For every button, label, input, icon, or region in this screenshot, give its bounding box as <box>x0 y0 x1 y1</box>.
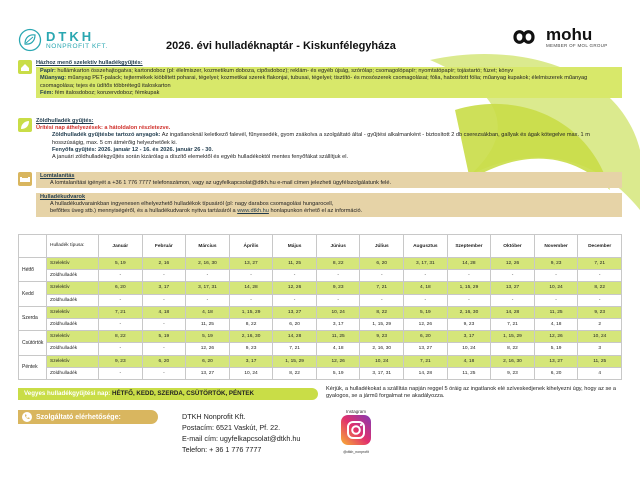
collection-dates-cell: 3, 17, 31 <box>360 367 404 379</box>
dtkh-leaf-icon <box>18 28 42 52</box>
weekday-cell: Csütörtök <box>19 331 47 355</box>
collection-dates-cell: 10, 24 <box>316 306 360 318</box>
waste-type-header: Hulladék típusa: <box>47 235 99 258</box>
waste-type-cell: Szelektív <box>47 282 99 294</box>
collection-dates-cell: 7, 21 <box>99 306 143 318</box>
collection-dates-cell: 9, 23 <box>360 331 404 343</box>
collection-dates-cell: 9, 23 <box>578 306 622 318</box>
mohu-infinity-icon <box>506 27 542 47</box>
collection-dates-cell: 5, 19 <box>99 258 143 270</box>
collection-dates-cell: 8, 22 <box>360 306 404 318</box>
collection-dates-cell: - <box>229 294 273 306</box>
mixed-collection-label: Vegyes hulladékgyűjtési nap: <box>24 390 113 397</box>
collection-dates-cell: 11, 25 <box>578 355 622 367</box>
mohu-logo <box>506 26 608 49</box>
collection-dates-cell: 10, 24 <box>229 367 273 379</box>
table-row <box>19 306 622 318</box>
metal-text: fém italosdoboz; konzervdoboz; fémkupak <box>54 89 160 96</box>
collection-dates-cell: 4, 18 <box>447 355 491 367</box>
collection-dates-cell: 3, 17 <box>229 355 273 367</box>
collection-dates-cell: 12, 26 <box>404 318 448 330</box>
collection-dates-cell: 14, 28 <box>447 258 491 270</box>
collection-dates-cell: - <box>404 294 448 306</box>
collection-dates-cell: 7, 21 <box>273 343 317 355</box>
bulky-text: A lomtalanítási igényét a +36 1 776 7777 telefonszámon, vagy az ugyfelkapcsolat@dtkh.hu e-mail címen jelezheti ügyfélszolgálatunk felé. <box>50 180 392 187</box>
waste-type-cell: Zöldhulladék <box>47 270 99 282</box>
yard-line-1: A hulladékudvarainkban ingyenesen elhelyezhető hulladékok típusáról (pl: nagy darabos csomagolási hungarocell, <box>50 201 334 208</box>
collection-dates-cell: - <box>491 294 535 306</box>
collection-dates-cell: 5, 19 <box>404 306 448 318</box>
dtkh-website-link[interactable]: www.dtkh.hu <box>237 208 269 215</box>
collection-dates-cell: 1, 15, 29 <box>360 318 404 330</box>
collection-dates-cell: 4, 18 <box>316 343 360 355</box>
metal-label: Fém: <box>40 89 54 96</box>
schedule-table <box>18 234 622 380</box>
instagram-icon[interactable] <box>341 415 371 445</box>
table-header-row <box>19 235 622 258</box>
collection-dates-cell: 5, 19 <box>186 331 230 343</box>
collection-dates-cell: 10, 24 <box>578 331 622 343</box>
collection-dates-cell: 9, 23 <box>534 258 578 270</box>
house-icon <box>18 60 32 74</box>
collection-dates-cell: - <box>142 294 186 306</box>
bulky-waste-section <box>18 172 622 188</box>
collection-dates-cell: - <box>142 367 186 379</box>
collection-dates-cell: 4 <box>578 367 622 379</box>
mohu-logo-sub: MEMBER OF MOL GROUP <box>546 43 608 48</box>
collection-dates-cell: 10, 24 <box>447 343 491 355</box>
collection-dates-cell: - <box>99 367 143 379</box>
green-waste-section <box>18 118 622 161</box>
collection-dates-cell: 5, 19 <box>142 331 186 343</box>
dtkh-logo <box>18 28 108 52</box>
collection-dates-cell: 7, 21 <box>491 318 535 330</box>
phone-number[interactable]: Telefon: + 36 1 776 7777 <box>182 445 262 454</box>
bulky-heading: Lomtalanítás <box>40 173 75 179</box>
collection-dates-cell: 3, 17 <box>316 318 360 330</box>
yard-heading: Hulladékudvarok <box>40 194 86 200</box>
collection-dates-cell: 11, 25 <box>316 331 360 343</box>
collection-dates-cell: 14, 28 <box>491 306 535 318</box>
dtkh-logo-name: DTKH <box>46 28 95 44</box>
weekday-cell: Péntek <box>19 355 47 379</box>
collection-dates-cell: - <box>273 270 317 282</box>
collection-dates-cell: 10, 24 <box>360 355 404 367</box>
collection-dates-cell: 13, 27 <box>186 367 230 379</box>
collection-dates-cell: 13, 27 <box>229 258 273 270</box>
green-items-text: Az ingatlanoknál keletkező falevél, fűnyesedék, gyom zsákolva a szolgáltató által - gyűjtési alkalmanként - biztosított 2 db cserezsákban, gallyak és ágak kötegelve max. 1 m hosszúságig, max. 5 cm átmérőig helyezhetőek ki. <box>52 132 590 146</box>
collection-dates-cell: - <box>534 270 578 282</box>
collection-dates-cell: 8, 22 <box>229 318 273 330</box>
month-header: Február <box>142 235 186 258</box>
weekday-cell: Szerda <box>19 306 47 330</box>
collection-dates-cell: - <box>360 294 404 306</box>
collection-dates-cell: 12, 26 <box>186 343 230 355</box>
collection-dates-cell: 9, 23 <box>316 282 360 294</box>
pine-collection-text: A januári zöldhulladékgyűjtés során kizárólag a díszítő elemektől és egyéb hulladékoktól mentes fenyőfákat szállítjuk el. <box>52 154 349 161</box>
collection-dates-cell: - <box>534 294 578 306</box>
collection-dates-cell: 5, 19 <box>316 367 360 379</box>
collection-dates-cell: 1, 15, 29 <box>491 331 535 343</box>
collection-dates-cell: - <box>360 270 404 282</box>
collection-dates-cell: 11, 25 <box>186 318 230 330</box>
collection-dates-cell: 6, 20 <box>273 318 317 330</box>
collection-dates-cell: - <box>447 294 491 306</box>
instagram-caption: Instagram <box>345 409 366 414</box>
collection-dates-cell: - <box>273 294 317 306</box>
leaf-icon <box>18 118 32 132</box>
collection-dates-cell: 13, 27 <box>273 306 317 318</box>
page-title: 2026. évi hulladéknaptár - Kiskunfélegyháza <box>166 40 396 52</box>
collection-dates-cell: 13, 27 <box>491 282 535 294</box>
collection-dates-cell: 11, 25 <box>534 306 578 318</box>
weekday-cell: Hétfő <box>19 258 47 282</box>
collection-dates-cell: 13, 27 <box>534 355 578 367</box>
month-header: November <box>534 235 578 258</box>
placement-note: Kérjük, a hulladékokat a szállítás napján reggel 5 óráig az ingatlanok elé szíveskedjenek kihelyezni úgy, hogy az se a gyalogos, se a jármű forgalmat ne akadályozza. <box>326 386 617 400</box>
month-header: December <box>578 235 622 258</box>
collection-dates-cell: 7, 21 <box>360 282 404 294</box>
collection-dates-cell: - <box>186 294 230 306</box>
collection-dates-cell: - <box>316 270 360 282</box>
month-header: Május <box>273 235 317 258</box>
collection-dates-cell: - <box>99 343 143 355</box>
table-row <box>19 270 622 282</box>
table-row <box>19 367 622 379</box>
month-header: Október <box>491 235 535 258</box>
collection-dates-cell: 13, 27 <box>404 343 448 355</box>
collection-dates-cell: 14, 28 <box>229 282 273 294</box>
collection-dates-cell: - <box>142 270 186 282</box>
mixed-collection-days: HÉTFŐ, KEDD, SZERDA, CSÜTÖRTÖK, PÉNTEK <box>112 390 255 397</box>
collection-dates-cell: 1, 15, 29 <box>447 282 491 294</box>
waste-type-cell: Zöldhulladék <box>47 318 99 330</box>
collection-dates-cell: 2, 16, 30 <box>360 343 404 355</box>
month-header: Július <box>360 235 404 258</box>
phone-icon <box>22 412 32 422</box>
collection-dates-cell: 8, 22 <box>491 343 535 355</box>
collection-dates-cell: 2 <box>578 318 622 330</box>
table-row <box>19 355 622 367</box>
collection-dates-cell: 11, 25 <box>273 258 317 270</box>
collection-dates-cell: 12, 26 <box>534 331 578 343</box>
waste-type-cell: Szelektív <box>47 258 99 270</box>
plastic-text: műanyag PET-palack; tejtermékek kiöblített poharai, tégelyei; kozmetikai szerek flakonjai, tubusai, tégelyei; tisztító- és mosószerek csomagolásai; fólia, habosított fólia; műanyag kupakok; élelmiszerek műanyag csomagolása; tejes és üdítős többrétegű italoskarton <box>40 75 588 89</box>
collection-dates-cell: 14, 28 <box>404 367 448 379</box>
yard-line-2-start: befőttes üveg stb.) mennyiségéről, és a hulladékudvarok nyitva tartásáról a <box>50 208 238 215</box>
mixed-collection-bar <box>18 388 318 400</box>
collection-dates-cell: 6, 20 <box>99 282 143 294</box>
green-heading: Zöldhulladék gyűjtés: <box>36 118 94 124</box>
month-header: Szeptember <box>447 235 491 258</box>
collection-dates-cell: - <box>99 318 143 330</box>
collection-dates-cell: 4, 18 <box>404 282 448 294</box>
collection-dates-cell: - <box>186 270 230 282</box>
month-header: Március <box>186 235 230 258</box>
collection-dates-cell: 6, 20 <box>186 355 230 367</box>
collection-dates-cell: 12, 26 <box>273 282 317 294</box>
table-row <box>19 343 622 355</box>
collection-dates-cell: 8, 22 <box>273 367 317 379</box>
collection-dates-cell: 3, 17, 31 <box>186 282 230 294</box>
collection-dates-cell: 2, 16, 30 <box>447 306 491 318</box>
green-items-label: Zöldhulladék gyűjtésbe tartozó anyagok: <box>52 132 161 139</box>
collection-dates-cell: 7, 21 <box>404 355 448 367</box>
collection-dates-cell: 14, 28 <box>273 331 317 343</box>
collection-dates-cell: - <box>142 318 186 330</box>
collection-dates-cell: 9, 23 <box>447 318 491 330</box>
contact-details <box>182 411 300 455</box>
collection-dates-cell: - <box>404 270 448 282</box>
table-body <box>19 258 622 380</box>
table-row <box>19 318 622 330</box>
collection-dates-cell: 2, 16, 30 <box>229 331 273 343</box>
collection-dates-cell: 10, 24 <box>534 282 578 294</box>
table-row <box>19 258 622 270</box>
collection-dates-cell: 1, 15, 29 <box>273 355 317 367</box>
waste-type-cell: Zöldhulladék <box>47 343 99 355</box>
collection-dates-cell: 4, 18 <box>142 306 186 318</box>
collection-dates-cell: - <box>99 270 143 282</box>
couch-icon <box>18 172 32 186</box>
waste-type-cell: Zöldhulladék <box>47 294 99 306</box>
weekday-cell: Kedd <box>19 282 47 306</box>
month-header: Január <box>99 235 143 258</box>
collection-dates-cell: 8, 22 <box>316 258 360 270</box>
collection-dates-cell: 11, 25 <box>447 367 491 379</box>
collection-dates-cell: 7, 21 <box>578 258 622 270</box>
collection-dates-cell: 12, 26 <box>316 355 360 367</box>
month-header: Április <box>229 235 273 258</box>
collection-dates-cell: - <box>316 294 360 306</box>
postal-address: Postacím: 6521 Vaskút, Pf. 22. <box>182 423 281 432</box>
collection-dates-cell: 9, 23 <box>99 355 143 367</box>
collection-dates-cell: - <box>578 270 622 282</box>
schedule-table-wrapper <box>18 234 622 380</box>
collection-dates-cell: 4, 18 <box>186 306 230 318</box>
company-name: DTKH Nonprofit Kft. <box>182 412 246 421</box>
household-section <box>18 60 622 98</box>
table-row <box>19 294 622 306</box>
month-header: Június <box>316 235 360 258</box>
household-heading: Házhoz menő szelektív hulladékgyűjtés: <box>36 60 143 66</box>
yard-line-2-end: honlapunkon érhető el az információ. <box>268 208 363 215</box>
table-corner-blank <box>19 235 47 258</box>
collection-dates-cell: 8, 22 <box>578 282 622 294</box>
contact-bar <box>18 410 158 424</box>
table-row <box>19 331 622 343</box>
collection-dates-cell: 2, 16 <box>142 258 186 270</box>
collection-dates-cell: 5, 19 <box>534 343 578 355</box>
pine-collection-label: Fenyőfa gyűjtés: 2026. január 12 - 16. és 2026. január 26 - 30. <box>52 146 214 153</box>
collection-dates-cell: 1, 15, 29 <box>229 306 273 318</box>
collection-dates-cell: 8, 22 <box>99 331 143 343</box>
waste-yard-section <box>18 193 622 217</box>
month-header: Augusztus <box>404 235 448 258</box>
collection-dates-cell: 9, 23 <box>491 367 535 379</box>
paper-text: hullámkarton összehajtogatva; kartondoboz (pl: élelmiszer, kozmetikum doboza, cipősdoboz); reklám- és egyéb újság, szórólap; csomagolópapír; nyomtatópapír; tojástartó; füzet; könyv <box>57 68 514 75</box>
table-row <box>19 282 622 294</box>
dtkh-logo-sub: NONPROFIT KFT. <box>46 42 108 50</box>
collection-dates-cell: 2, 16, 30 <box>491 355 535 367</box>
collection-dates-cell: - <box>142 343 186 355</box>
waste-type-cell: Szelektív <box>47 331 99 343</box>
collection-dates-cell: 6, 20 <box>142 355 186 367</box>
email-address[interactable]: E-mail cím: ugyfelkapcsolat@dtkh.hu <box>182 434 301 443</box>
instagram-block <box>338 409 374 454</box>
instagram-handle: @dtkh_nonprofit <box>343 450 369 454</box>
collection-dates-cell: 2, 16, 30 <box>186 258 230 270</box>
contact-label: Szolgáltató elérhetősége: <box>36 413 121 421</box>
waste-type-cell: Zöldhulladék <box>47 367 99 379</box>
collection-dates-cell: 6, 20 <box>360 258 404 270</box>
paper-label: Papír: <box>40 68 56 75</box>
mohu-logo-name: mohu <box>546 25 593 44</box>
collection-dates-cell: 3, 17, 31 <box>404 258 448 270</box>
collection-dates-cell: 6, 20 <box>404 331 448 343</box>
collection-dates-cell: 12, 26 <box>491 258 535 270</box>
collection-dates-cell: 3 <box>578 343 622 355</box>
collection-dates-cell: - <box>578 294 622 306</box>
collection-dates-cell: - <box>447 270 491 282</box>
plastic-label: Műanyag: <box>40 75 67 82</box>
collection-dates-cell: 3, 17 <box>142 282 186 294</box>
collection-dates-cell: 9, 23 <box>229 343 273 355</box>
collection-dates-cell: - <box>229 270 273 282</box>
household-details <box>36 67 622 98</box>
collection-dates-cell: - <box>99 294 143 306</box>
collection-dates-cell: 4, 18 <box>534 318 578 330</box>
waste-type-cell: Szelektív <box>47 355 99 367</box>
green-relocation-note: Ürítési nap áthelyezések: a hátoldalon részletezve. <box>36 125 171 132</box>
collection-dates-cell: 6, 20 <box>534 367 578 379</box>
collection-dates-cell: - <box>491 270 535 282</box>
collection-dates-cell: 3, 17 <box>447 331 491 343</box>
waste-type-cell: Szelektív <box>47 306 99 318</box>
